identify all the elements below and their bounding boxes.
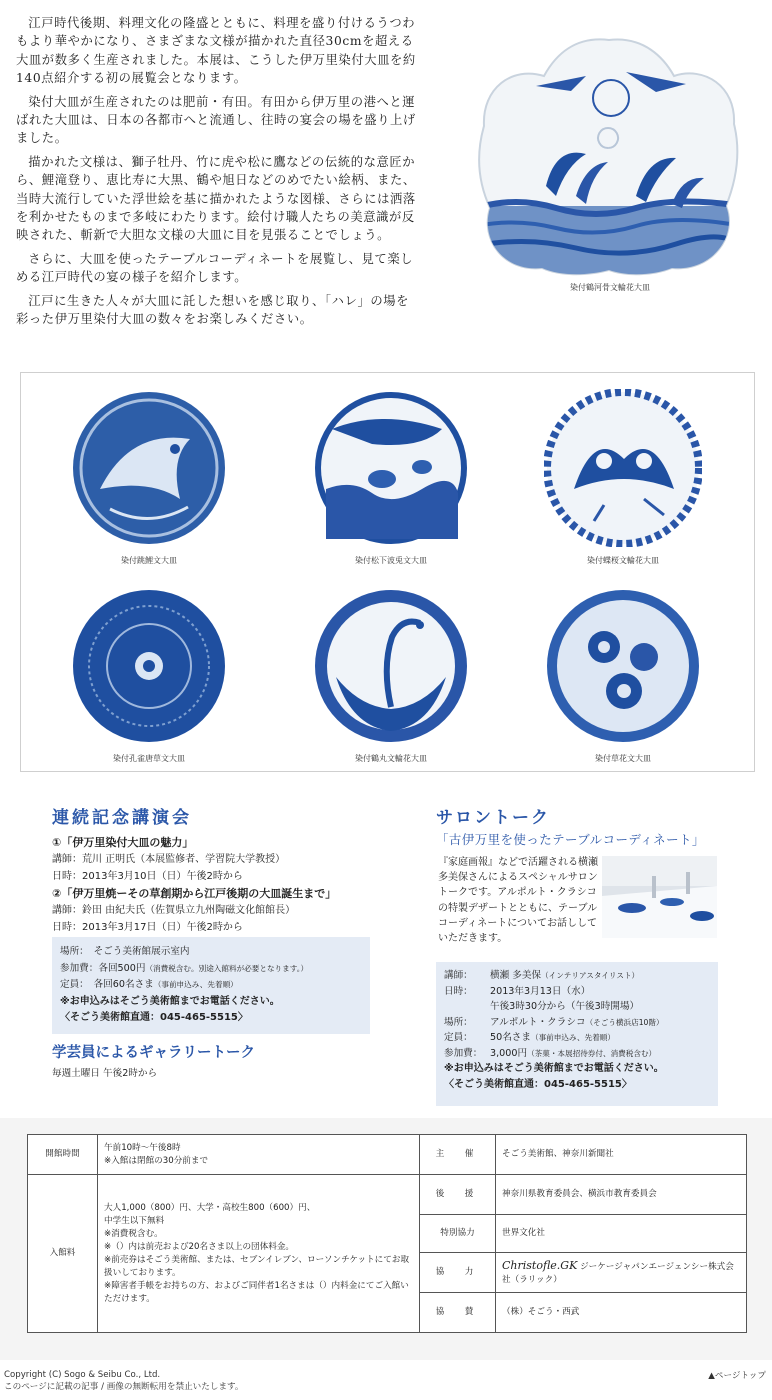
plate-gallery [20, 372, 755, 772]
coop-value [496, 1253, 747, 1293]
lecture-date: 日時：2013年3月17日（日）午後2時から [52, 922, 243, 933]
support-value: 神奈川県教育委員会、横浜市教育委員会 [496, 1175, 747, 1215]
lecture-phone: 〈そごう美術館直通：045-465-5515〉 [60, 1012, 248, 1023]
plate-image-crane [312, 587, 470, 745]
salon-talk-title: サロントーク [436, 808, 550, 828]
salon-row-note: （事前申込み、先着順） [531, 1033, 615, 1042]
organizer-label: 主 催 [420, 1135, 496, 1175]
exhibition-info-table [27, 1134, 747, 1333]
coop-label: 協 力 [420, 1253, 496, 1293]
admission-line: 大人1,000（800）円、大学・高校生800（600）円、 [104, 1202, 316, 1213]
gallery-plate-crane [301, 587, 481, 764]
gallery-plate-rabbit [301, 389, 481, 566]
coop-text: ジーケージャパンエージェンシー株式会社（ラリック） [502, 1261, 734, 1285]
admission-line: ※（）内は前売および20名さま以上の団体料金。 [104, 1241, 295, 1252]
salon-row-key: 定員： [444, 1032, 473, 1043]
hero-plate-image [476, 36, 742, 276]
intro-text [16, 14, 420, 334]
lecture-fee-note: （消費税含む。別途入館料が必要となります。） [145, 963, 309, 973]
salon-row-main: 午後3時30分から（午後3時開場） [490, 1001, 640, 1012]
salon-row-main: 横瀬 多美保 [490, 970, 542, 981]
salon-row-key [444, 999, 490, 1015]
plate-image-flowers [544, 587, 702, 745]
lecture-booking-note: ※お申込みはそごう美術館までお電話ください。 [60, 995, 280, 1007]
salon-booking-note: ※お申込みはそごう美術館までお電話ください。 [444, 1063, 664, 1074]
plate-image-butterfly [544, 389, 702, 547]
salon-row-main: 3,000円 [490, 1047, 528, 1059]
lecture-series-title: 連続記念講演会 [52, 808, 192, 828]
plate-caption: 染付鶴丸文輪花大皿 [355, 754, 427, 763]
plate-caption: 染付松下波兎文大皿 [355, 556, 427, 565]
lecture-place: 場所： そごう美術館展示室内 [60, 946, 190, 957]
gallery-plate-butterfly [533, 389, 713, 566]
gallery-plate-flowers [533, 587, 713, 764]
lecture-capacity-value: 定員： 各回60名さま [60, 979, 154, 990]
copyright-text: Copyright (C) Sogo & Seibu Co., Ltd. [4, 1370, 161, 1380]
salon-row-value [490, 968, 639, 984]
page-top-link[interactable]: ▲ページトップ [708, 1371, 766, 1381]
admission-label: 入館料 [28, 1175, 98, 1333]
plate-image-carp [70, 389, 228, 547]
special-value: 世界文化社 [496, 1215, 747, 1253]
hours-label: 開館時間 [28, 1135, 98, 1175]
copyright-notice: このページに記載の記事 / 画像の無断転用を禁止いたします。 [4, 1382, 244, 1392]
salon-row-main: アルポルト・クラシコ [490, 1016, 586, 1028]
salon-phone: 〈そごう美術館直通：045-465-5515〉 [444, 1078, 632, 1090]
salon-table-photo [602, 856, 717, 938]
lecture-topic: ①「伊万里染付大皿の魅力」 [52, 836, 194, 849]
hours-value [98, 1135, 420, 1175]
salon-talk-description: 『家庭画報』などで活躍される横瀬 多美保さんによるスペシャルサロントークです。アルポルト・クラシコの特製デザートとともに、テーブルコーディネートについてお話ししていただきます。 [438, 857, 598, 945]
salon-row-note: （インテリアスタイリスト） [541, 971, 640, 980]
special-label: 特別協力 [420, 1215, 496, 1253]
salon-details-box [436, 962, 718, 1106]
salon-row [444, 999, 710, 1015]
lecture-speaker: 講師：鈴田 由紀夫氏（佐賀県立九州陶磁文化館館長） [52, 905, 296, 916]
salon-row-value [490, 1046, 656, 1062]
salon-row-main: 50名さま [490, 1032, 531, 1043]
salon-row-key: 場所： [444, 1016, 473, 1028]
salon-row-value [490, 1015, 664, 1031]
lecture-topic: ②「伊万里焼ーその草創期から江戸後期の大皿誕生まで」 [52, 887, 337, 900]
lecture-capacity [60, 977, 362, 994]
christofle-logo: Christofle.GK [502, 1258, 578, 1272]
salon-row-value [490, 1030, 615, 1046]
admission-line: ※消費税含む。 [104, 1228, 163, 1239]
admission-line: ※前売券はそごう美術館、または、セブンイレブン、ローソンチケットにてお取扱いしております。 [104, 1254, 410, 1278]
salon-row-key: 日時： [444, 985, 473, 997]
salon-row-note: （そごう横浜店10階） [585, 1017, 664, 1027]
intro-paragraph: 江戸時代後期、料理文化の隆盛とともに、料理を盛り付けるうつわもより華やかになり、さまざまな文様が描かれた直径30cmを超える大皿が数多く生産されました。本展は、こうした伊万里染付大皿を約140点紹介する初の展覧会となります。 [16, 16, 416, 86]
lecture-list [52, 834, 382, 936]
intro-paragraph: 染付大皿が生産されたのは肥前・有田。有田から伊万里の港へと運ばれた大皿は、日本の各都市へと流通し、往時の宴会の場を盛り上げました。 [16, 94, 416, 146]
sponsor-label: 協 賛 [420, 1293, 496, 1333]
support-label: 後 援 [420, 1175, 496, 1215]
lecture-details-box [52, 937, 370, 1034]
footer-copyright [4, 1369, 244, 1393]
intro-paragraph: 江戸に生きた人々が大皿に託した想いを感じ取り、「ハレ」の場を彩った伊万里染付大皿の数々をお楽しみください。 [16, 293, 410, 327]
salon-row [444, 1046, 710, 1062]
salon-row [444, 1030, 710, 1046]
plate-caption: 染付蝶桜文輪花大皿 [587, 556, 659, 565]
lecture-speaker: 講師：荒川 正明氏（本展監修者、学習院大学教授） [52, 854, 286, 865]
gallery-talk-schedule: 毎週土曜日 午後2時から [52, 1068, 158, 1079]
admission-line: ※障害者手帳をお持ちの方、およびご同伴者1名さまは（）内料金にてご入館いただけます。 [104, 1280, 409, 1304]
plate-image-peacock [70, 587, 228, 745]
hero-plate-caption: 染付鶴河骨文輪花大皿 [570, 283, 650, 292]
table-row [28, 1175, 747, 1215]
table-row [28, 1135, 747, 1175]
hours-main: 午前10時〜午後8時 [104, 1142, 181, 1153]
gallery-talk-title: 学芸員によるギャラリートーク [52, 1044, 255, 1061]
plate-caption: 染付跳鯉文大皿 [121, 556, 177, 565]
hours-note: ※入館は閉館の30分前まで [104, 1155, 209, 1166]
lecture-fee-value: 参加費：各回500円 [60, 962, 146, 974]
gallery-plate-carp [59, 389, 239, 566]
exhibition-info-section [0, 1118, 772, 1360]
salon-row-key: 講師： [444, 970, 473, 981]
gallery-plate-peacock [59, 587, 239, 764]
organizer-value: そごう美術館、神奈川新聞社 [496, 1135, 747, 1175]
salon-row [444, 984, 710, 1000]
salon-row-key: 参加費： [444, 1047, 483, 1059]
admission-value [98, 1175, 420, 1333]
lecture-capacity-note: （事前申込み、先着順） [153, 980, 238, 989]
plate-caption: 染付草花文大皿 [595, 754, 651, 763]
admission-line: 中学生以下無料 [104, 1215, 165, 1226]
lecture-fee [60, 961, 362, 978]
lecture-date: 日時：2013年3月10日（日）午後2時から [52, 871, 243, 882]
sponsor-value: （株）そごう・西武 [496, 1293, 747, 1333]
intro-paragraph: さらに、大皿を使ったテーブルコーディネートを展覧し、見て楽しめる江戸時代の宴の様子を紹介します。 [16, 251, 414, 285]
salon-talk-subtitle: 「古伊万里を使ったテーブルコーディネート」 [436, 832, 705, 847]
salon-row-note: （茶菓・本展招待券付、消費税含む） [527, 1048, 657, 1058]
plate-caption: 染付孔雀唐草文大皿 [113, 754, 185, 763]
intro-paragraph: 描かれた文様は、獅子牡丹、竹に虎や松に鷹などの伝統的な意匠から、鯉滝登り、恵比寿に大黒、鶴や旭日などのめでたい絵柄、また、当時大流行していた浮世絵を基に描かれたような図様、さらには洒落を利かせたものまで多岐にわたります。絵付け職人たちの美意識が反映された、斬新で大胆な文様の大皿に目を見張ることでしょう。 [16, 154, 416, 243]
salon-row [444, 968, 710, 984]
plate-image-rabbit [312, 389, 470, 547]
salon-row-main: 2013年3月13日（水） [490, 985, 591, 997]
salon-row [444, 1015, 710, 1031]
